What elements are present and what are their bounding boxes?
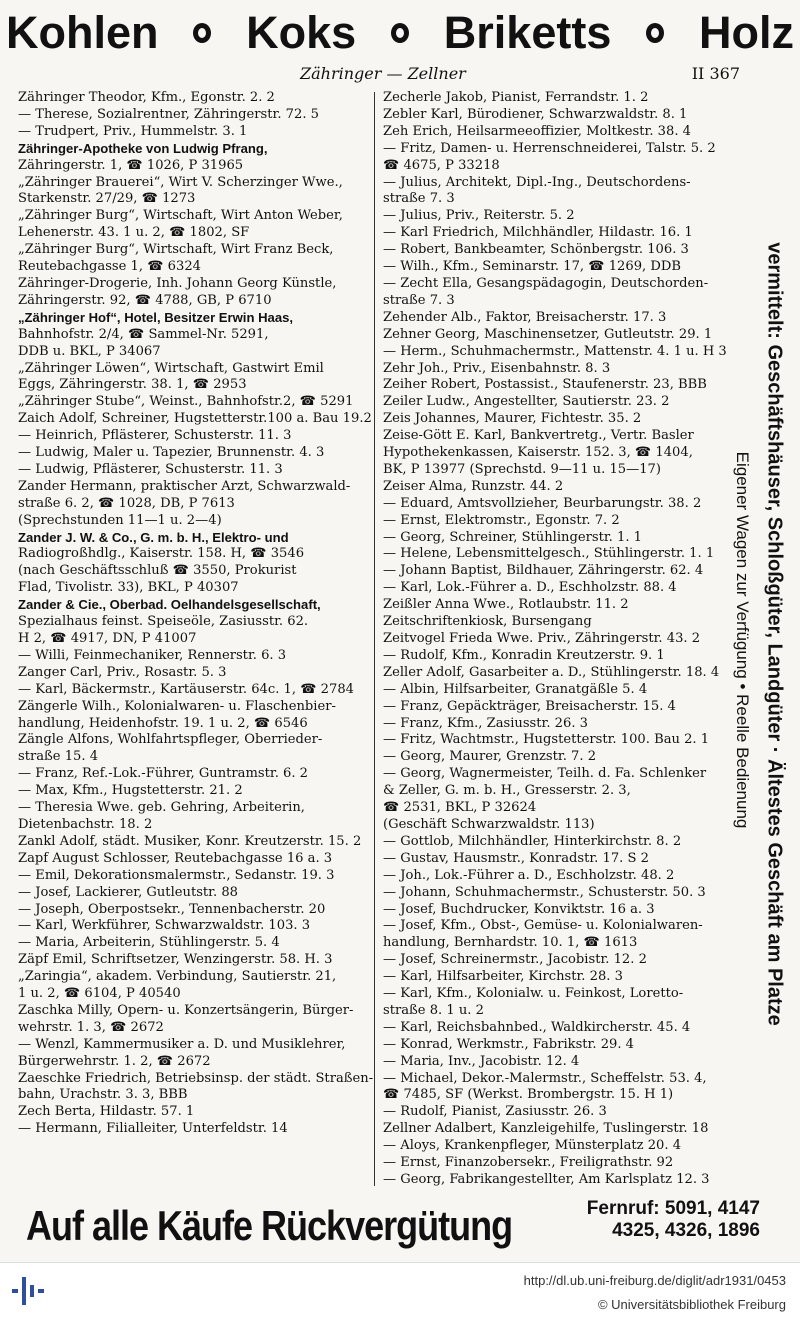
directory-entry: Zellner Adalbert, Kanzleigehilfe, Tuslingerstr. 18: [383, 1121, 709, 1137]
directory-entry: bahn, Urachstr. 3. 3, BBB: [18, 1087, 188, 1103]
directory-entry: — Julius, Architekt, Dipl.-Ing., Deutschordens-: [383, 174, 691, 190]
directory-entry: Zeitschriftenkiosk, Bursengang: [383, 614, 592, 630]
directory-entry: Spezialhaus feinst. Speiseöle, Zasiusstr. 62.: [18, 614, 309, 630]
bottom-advertisement-banner: [26, 1196, 776, 1252]
directory-entry: Zähringer-Drogerie, Inh. Johann Georg Künstle,: [18, 275, 337, 291]
directory-entry: — Maria, Inv., Jacobistr. 12. 4: [383, 1053, 580, 1069]
directory-entry: — Karl, Kfm., Kolonialw. u. Feinkost, Loretto-: [383, 986, 684, 1002]
top-advertisement-banner: [6, 4, 794, 62]
directory-entry: — Wilh., Kfm., Seminarstr. 17, ☎ 1269, DDB: [383, 259, 681, 275]
directory-entry: — Max, Kfm., Hugstetterstr. 21. 2: [18, 783, 243, 799]
directory-entry: — Julius, Priv., Reiterstr. 5. 2: [383, 208, 575, 224]
directory-entry: — Maria, Arbeiterin, Stühlingerstr. 5. 4: [18, 935, 280, 951]
directory-entry: Zähringer-Apotheke von Ludwig Pfrang,: [18, 140, 268, 156]
directory-entry: — Theresia Wwe. geb. Gehring, Arbeiterin,: [18, 800, 305, 816]
directory-entry: — Albin, Hilfsarbeiter, Granatgäßle 5. 4: [383, 681, 648, 697]
directory-entry: „Zähringer Burg“, Wirtschaft, Wirt Anton Weber,: [18, 208, 343, 224]
left-column: [18, 90, 374, 1188]
directory-entry: — Fritz, Damen- u. Herrenschneiderei, Talstr. 5. 2: [383, 140, 716, 156]
directory-entry: DDB u. BKL, P 34067: [18, 343, 161, 359]
directory-entry: Flad, Tivolistr. 33), BKL, P 40307: [18, 580, 239, 596]
directory-entry: — Herm., Schuhmachermstr., Mattenstr. 4. 1 u. H 3: [383, 343, 727, 359]
directory-entry: Zaschka Milly, Opern- u. Konzertsängerin, Bürger-: [18, 1002, 354, 1018]
directory-entry: Zebler Karl, Bürodiener, Schwarzwaldstr. 8. 1: [383, 106, 688, 122]
directory-entry: — Therese, Sozialrentner, Zähringerstr. 72. 5: [18, 106, 319, 122]
directory-entry: BK, P 13977 (Sprechstd. 9—11 u. 15—17): [383, 461, 661, 477]
directory-entry: — Franz, Ref.-Lok.-Führer, Guntramstr. 6. 2: [18, 766, 309, 782]
banner-word-koks: Koks: [246, 7, 357, 58]
directory-entry: — Konrad, Werkmstr., Fabrikstr. 29. 4: [383, 1036, 635, 1052]
copyright-notice: © Universitätsbibliothek Freiburg: [597, 1297, 786, 1312]
directory-entry: Zecherle Jakob, Pianist, Ferrandstr. 1. 2: [383, 90, 649, 105]
directory-entry: „Zähringer Brauerei“, Wirt V. Scherzinger Wwe.,: [18, 174, 343, 190]
page-header: [20, 64, 740, 86]
directory-entry: Zeller Adolf, Gasarbeiter a. D., Stühlingerstr. 18. 4: [383, 664, 720, 680]
directory-entry: Lehenerstr. 43. 1 u. 2, ☎ 1802, SF: [18, 225, 250, 241]
directory-entry: Eggs, Zähringerstr. 38. 1, ☎ 2953: [18, 377, 247, 393]
directory-entry: — Robert, Bankbeamter, Schönbergstr. 106. 3: [383, 242, 689, 258]
directory-entry: Zeitvogel Frieda Wwe. Priv., Zähringerstr. 43. 2: [383, 631, 701, 646]
university-library-logo-icon: [10, 1271, 46, 1311]
directory-entry: — Joh., Lok.-Führer a. D., Eschholzstr. 48. 2: [383, 867, 675, 883]
directory-entry: wehrstr. 1. 3, ☎ 2672: [18, 1019, 164, 1035]
directory-entry: ☎ 7485, SF (Werkst. Brombergstr. 15. H 1): [383, 1087, 674, 1103]
directory-entry: Zäpf Emil, Schriftsetzer, Wenzingerstr. 58. H. 3: [18, 952, 333, 968]
directory-entry: Zeißler Anna Wwe., Rotlaubstr. 11. 2: [383, 597, 629, 613]
directory-entry: „Zaringia“, akadem. Verbindung, Sautierstr. 21,: [18, 969, 337, 985]
directory-entry: — Franz, Gepäckträger, Breisacherstr. 15. 4: [383, 698, 676, 714]
directory-entry: — Eduard, Amtsvollzieher, Beurbarungstr. 38. 2: [383, 495, 702, 511]
directory-entry: — Gottlob, Milchhändler, Hinterkirchstr. 8. 2: [383, 833, 682, 849]
directory-entry: „Zähringer Burg“, Wirtschaft, Wirt Franz Beck,: [18, 242, 334, 258]
directory-entry: — Karl, Hilfsarbeiter, Kirchstr. 28. 3: [383, 969, 623, 985]
page-number: II 367: [691, 64, 740, 83]
directory-entry: Radiogroßhdlg., Kaiserstr. 158. H, ☎ 3546: [18, 546, 305, 562]
column-divider: [374, 92, 375, 1186]
directory-entry: & Zeller, G. m. b. H., Gresserstr. 2. 3,: [383, 783, 631, 799]
directory-entry: — Georg, Wagnermeister, Teilh. d. Fa. Schlenker: [383, 766, 707, 782]
directory-entry: handlung, Heidenhofstr. 19. 1 u. 2, ☎ 6546: [18, 715, 308, 731]
directory-entry: Bürgerwehrstr. 1. 2, ☎ 2672: [18, 1053, 211, 1069]
directory-entry: „Zähringer Löwen“, Wirtschaft, Gastwirt Emil: [18, 360, 324, 376]
directory-entry: straße 8. 1 u. 2: [383, 1002, 484, 1018]
directory-entry: Zehner Georg, Maschinensetzer, Gutleutstr. 29. 1: [383, 326, 713, 342]
directory-entry: Zander & Cie., Oberbad. Oelhandelsgesellschaft,: [18, 597, 321, 613]
phone-numbers: [520, 1198, 760, 1242]
directory-entry: Zeis Johannes, Maurer, Fichtestr. 35. 2: [383, 411, 642, 427]
directory-entry: Zeiler Ludw., Angestellter, Sautierstr. 23. 2: [383, 394, 670, 410]
directory-entry: — Georg, Schreiner, Stühlingerstr. 1. 1: [383, 529, 642, 545]
directory-entry: — Rudolf, Pianist, Zasiusstr. 26. 3: [383, 1104, 607, 1120]
directory-entry: Zaich Adolf, Schreiner, Hugstetterstr.100 a. Bau 19.2: [18, 411, 372, 427]
directory-entry: — Ludwig, Maler u. Tapezier, Brunnenstr. 4. 3: [18, 445, 325, 461]
directory-entry: — Karl, Bäckermstr., Kartäuserstr. 64c. 1, ☎ 2784: [18, 681, 354, 697]
directory-entry: — Karl, Werkführer, Schwarzwaldstr. 103. 3: [18, 918, 311, 934]
directory-entry: — Fritz, Wachtmstr., Hugstetterstr. 100. Bau 2. 1: [383, 732, 710, 748]
directory-entry: straße 7. 3: [383, 292, 455, 308]
phone-line-1: Fernruf: 5091, 4147: [586, 1198, 760, 1219]
directory-entry: Dietenbachstr. 18. 2: [18, 816, 153, 832]
directory-entry: (Sprechstunden 11—1 u. 2—4): [18, 512, 222, 528]
directory-entry: Zähringerstr. 92, ☎ 4788, GB, P 6710: [18, 292, 272, 308]
directory-entry: Zähringerstr. 1, ☎ 1026, P 31965: [18, 157, 244, 173]
directory-entry: Starkenstr. 27/29, ☎ 1273: [18, 191, 196, 207]
directory-entry: — Rudolf, Kfm., Konradin Kreutzerstr. 9. 1: [383, 647, 665, 663]
directory-entry: Zeh Erich, Heilsarmeeoffizier, Moltkestr. 38. 4: [383, 123, 691, 139]
directory-entry: Hypothekenkassen, Kaiserstr. 152. 3, ☎ 1404,: [383, 445, 693, 461]
directory-entry: Zaeschke Friedrich, Betriebsinsp. der städt. Straßen-: [18, 1070, 374, 1086]
directory-entry: — Trudpert, Priv., Hummelstr. 3. 1: [18, 123, 248, 139]
directory-entry: straße 7. 3: [383, 191, 455, 207]
directory-entry: 1 u. 2, ☎ 6104, P 40540: [18, 986, 181, 1002]
directory-entry: Zanger Carl, Priv., Rosastr. 5. 3: [18, 664, 227, 680]
directory-entry: — Josef, Schreinermstr., Jacobistr. 12. 2: [383, 952, 647, 968]
directory-entry: „Zähringer Hof“, Hotel, Besitzer Erwin Haas,: [18, 309, 294, 325]
directory-entry: Zehender Alb., Faktor, Breisacherstr. 17. 3: [383, 309, 667, 325]
directory-entry: Zeiher Robert, Postassist., Staufenerstr. 23, BBB: [383, 377, 707, 393]
phone-line-2: 4325, 4326, 1896: [612, 1220, 760, 1241]
directory-entry: Zander Hermann, praktischer Arzt, Schwarzwald-: [18, 478, 351, 494]
directory-entry: (Geschäft Schwarzwaldstr. 113): [383, 816, 595, 832]
directory-entry: Reutebachgasse 1, ☎ 6324: [18, 259, 201, 275]
directory-entry: — Emil, Dekorationsmalermstr., Sedanstr. 19. 3: [18, 867, 335, 883]
circle-separator-icon: [646, 23, 664, 43]
directory-entry: Bahnhofstr. 2/4, ☎ Sammel-Nr. 5291,: [18, 326, 269, 342]
directory-entry: — Zecht Ella, Gesangspädagogin, Deutschorden-: [383, 275, 709, 291]
directory-entry: — Josef, Kfm., Obst-, Gemüse- u. Kolonialwaren-: [383, 918, 703, 934]
directory-entry: Zängerle Wilh., Kolonialwaren- u. Flaschenbier-: [18, 698, 336, 714]
directory-entry: — Johann Baptist, Bildhauer, Zähringerstr. 62. 4: [383, 563, 704, 579]
directory-entry: H 2, ☎ 4917, DN, P 41007: [18, 631, 197, 646]
directory-entry: — Willi, Feinmechaniker, Rennerstr. 6. 3: [18, 647, 287, 663]
side-advertisement-primary: [756, 108, 792, 1160]
directory-entry: — Helene, Lebensmittelgesch., Stühlingerstr. 1. 1: [383, 546, 715, 562]
directory-entry: ☎ 2531, BKL, P 32624: [383, 800, 537, 816]
directory-entry: — Georg, Fabrikangestellter, Am Karlsplatz 12. 3: [383, 1172, 710, 1187]
directory-entry: — Karl, Lok.-Führer a. D., Eschholzstr. 88. 4: [383, 580, 677, 596]
directory-entry: Zech Berta, Hildastr. 57. 1: [18, 1104, 195, 1120]
directory-entry: — Ernst, Finanzobersekr., Freiligrathstr. 92: [383, 1155, 674, 1171]
circle-separator-icon: [391, 23, 409, 43]
directory-entry: Zängle Alfons, Wohlfahrtspfleger, Oberrieder-: [18, 732, 323, 748]
right-column: [383, 90, 739, 1188]
side-ad-primary-text: vermittelt: Geschäftshäuser, Schloßgüter, Landgüter · Ältestes Geschäft am Platze: [763, 242, 786, 1026]
directory-entry: — Karl Friedrich, Milchhändler, Hildastr. 16. 1: [383, 225, 693, 241]
directory-entry: — Karl, Reichsbahnbed., Waldkircherstr. 45. 4: [383, 1019, 691, 1035]
directory-entry: — Gustav, Hausmstr., Konradstr. 17. S 2: [383, 850, 649, 866]
directory-entry: Zapf August Schlosser, Reutebachgasse 16 a. 3: [18, 850, 333, 866]
directory-entry: — Franz, Kfm., Zasiusstr. 26. 3: [383, 715, 588, 731]
directory-entry: ☎ 4675, P 33218: [383, 157, 500, 173]
directory-entry: — Josef, Buchdrucker, Konviktstr. 16 a. 3: [383, 901, 655, 917]
directory-entry: (nach Geschäftsschluß ☎ 3550, Prokurist: [18, 563, 297, 579]
circle-separator-icon: [193, 23, 211, 43]
directory-entry: handlung, Bernhardstr. 10. 1, ☎ 1613: [383, 935, 638, 951]
directory-entry: — Joseph, Oberpostsekr., Tennenbacherstr. 20: [18, 901, 326, 917]
directory-entry: „Zähringer Stube“, Weinst., Bahnhofstr.2, ☎ 5291: [18, 394, 354, 410]
refund-slogan: Auf alle Käufe Rückvergütung: [26, 1202, 513, 1250]
directory-entry: — Hermann, Filialleiter, Unterfeldstr. 14: [18, 1121, 288, 1137]
directory-entry: — Wenzl, Kammermusiker a. D. und Musiklehrer,: [18, 1036, 346, 1052]
directory-entry: Zähringer Theodor, Kfm., Egonstr. 2. 2: [18, 90, 275, 105]
banner-word-holz: Holz: [699, 7, 794, 58]
directory-entry: — Ernst, Elektromstr., Egonstr. 7. 2: [383, 512, 620, 528]
directory-entry: — Michael, Dekor.-Malermstr., Scheffelstr. 53. 4,: [383, 1070, 707, 1086]
directory-entry: Zander J. W. & Co., G. m. b. H., Elektro- und: [18, 529, 289, 545]
directory-entry: — Aloys, Krankenpfleger, Münsterplatz 20. 4: [383, 1138, 682, 1154]
library-footer: [0, 1262, 800, 1320]
directory-entry: Zeiser Alma, Runzstr. 44. 2: [383, 478, 564, 494]
banner-word-kohlen: Kohlen: [6, 7, 159, 58]
directory-entry: — Josef, Lackierer, Gutleutstr. 88: [18, 884, 238, 900]
directory-entry: — Johann, Schuhmachermstr., Schusterstr. 50. 3: [383, 884, 706, 900]
directory-entry: — Heinrich, Pflästerer, Schusterstr. 11. 3: [18, 428, 292, 444]
side-ad-secondary-text: Eigener Wagen zur Verfügung • Reelle Bedienung: [733, 451, 752, 829]
directory-entry: straße 15. 4: [18, 749, 99, 765]
directory-entry: Zeise-Gött E. Karl, Bankvertretg., Vertr. Basler: [383, 428, 694, 444]
banner-word-briketts: Briketts: [443, 7, 612, 58]
directory-entry: Zehr Joh., Priv., Eisenbahnstr. 8. 3: [383, 360, 611, 376]
directory-entry: straße 6. 2, ☎ 1028, DB, P 7613: [18, 495, 235, 511]
directory-entry: — Ludwig, Pflästerer, Schusterstr. 11. 3: [18, 461, 283, 477]
name-range: Zähringer — Zellner: [300, 64, 466, 83]
side-advertisement-secondary: [728, 320, 756, 960]
source-url-link[interactable]: http://dl.ub.uni-freiburg.de/diglit/adr1931/0453: [523, 1273, 786, 1288]
directory-entry: Zankl Adolf, städt. Musiker, Konr. Kreutzerstr. 15. 2: [18, 833, 362, 849]
directory-entry: — Georg, Maurer, Grenzstr. 7. 2: [383, 749, 597, 765]
